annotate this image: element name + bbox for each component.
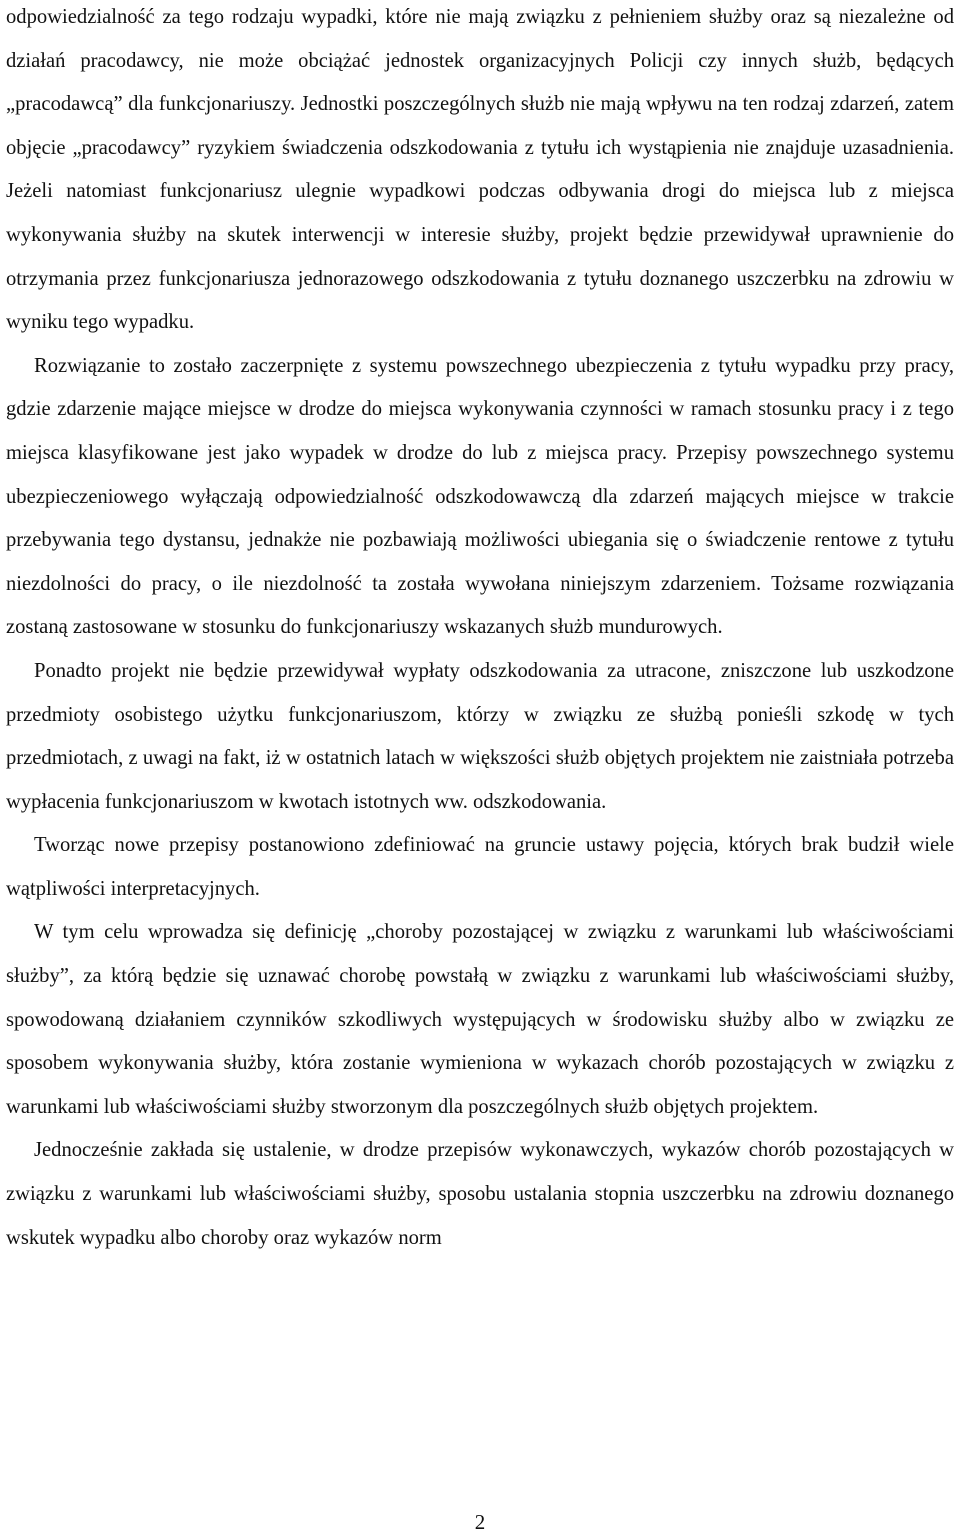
paragraph-4: Tworząc nowe przepisy postanowiono zdefiniować na gruncie ustawy pojęcia, których brak budził wiele wątpliwości interpretacyjnych. [6, 834, 954, 900]
paragraph-3: Ponadto projekt nie będzie przewidywał wypłaty odszkodowania za utracone, zniszczone lub uszkodzone przedmioty osobistego użytku funkcjonariuszom, którzy w związku ze służbą ponieśli szkodę w tych przedmiotach, z uwagi na fakt, iż w ostatnich latach w większości służb objętych projektem nie zaistniała potrzeba wypłacenia funkcjonariuszom w kwotach istotnych ww. odszkodowania. [6, 659, 954, 813]
document-body [6, 0, 954, 1260]
paragraph-2: Rozwiązanie to zostało zaczerpnięte z systemu powszechnego ubezpieczenia z tytułu wypadku przy pracy, gdzie zdarzenie mające miejsce w drodze do miejsca wykonywania czynności w ramach stosunku pracy i z tego miejsca klasyfikowane jest jako wypadek w drodze do lub z miejsca pracy. Przepisy powszechnego systemu ubezpieczeniowego wyłączają odpowiedzialność odszkodowawczą dla zdarzeń mających miejsce w trakcie przebywania tego dystansu, jednakże nie pozbawiają możliwości ubiegania się o świadczenie rentowe z tytułu niezdolności do pracy, o ile niezdolność ta została wywołana niniejszym zdarzeniem. Tożsame rozwiązania zostaną zastosowane w stosunku do funkcjonariuszy wskazanych służb mundurowych. [6, 354, 954, 639]
page-number: 2 [474, 1510, 486, 1534]
paragraph-continuation: odpowiedzialność za tego rodzaju wypadki, które nie mają związku z pełnieniem służby oraz są niezależne od działań pracodawcy, nie może obciążać jednostek organizacyjnych Policji czy innych służb, będących „pracodawcą” dla funkcjonariuszy. Jednostki poszczególnych służb nie mają wpływu na ten rodzaj zdarzeń, zatem objęcie „pracodawcy” ryzykiem świadczenia odszkodowania z tytułu ich wystąpienia nie znajduje uzasadnienia. Jeżeli natomiast funkcjonariusz ulegnie wypadkowi podczas odbywania drogi do miejsca lub z miejsca wykonywania służby na skutek interwencji w interesie służby, projekt będzie przewidywał uprawnienie do otrzymania przez funkcjonariusza jednorazowego odszkodowania z tytułu doznanego uszczerbku na zdrowiu w wyniku tego wypadku. [6, 6, 954, 334]
paragraph-5: W tym celu wprowadza się definicję „choroby pozostającej w związku z warunkami lub właściwościami służby”, za którą będzie się uznawać chorobę powstałą w związku z warunkami lub właściwościami służby, spowodowaną działaniem czynników szkodliwych występujących w środowisku służby albo w związku ze sposobem wykonywania służby, która zostanie wymieniona w wykazach chorób pozostających w związku z warunkami lub właściwościami służby stworzonym dla poszczególnych służb objętych projektem. [6, 921, 954, 1118]
paragraph-6: Jednocześnie zakłada się ustalenie, w drodze przepisów wykonawczych, wykazów chorób pozostających w związku z warunkami lub właściwościami służby, sposobu ustalania stopnia uszczerbku na zdrowiu doznanego wskutek wypadku albo choroby oraz wykazów norm [6, 1139, 954, 1249]
